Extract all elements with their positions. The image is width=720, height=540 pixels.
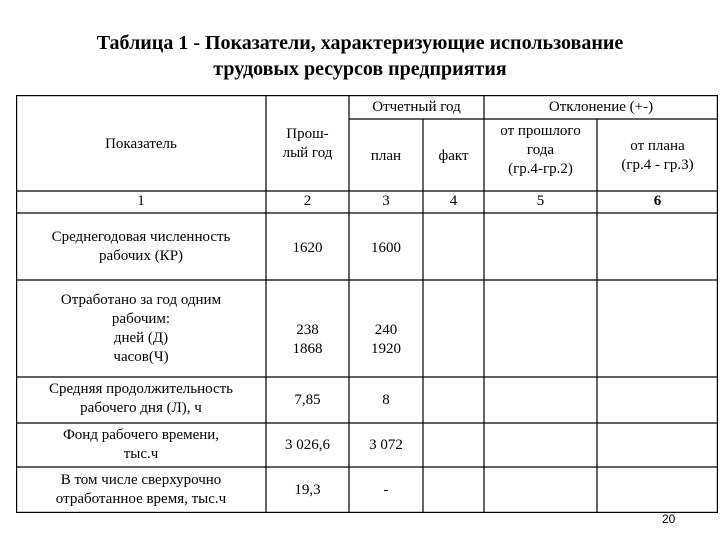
header-dev-prev-line3: (гр.4-гр.2) (508, 161, 573, 177)
header-deviation: Отклонение (+-) (548, 99, 654, 115)
row-label-avg-workers (16, 228, 266, 266)
row-label-overtime (16, 471, 266, 509)
header-prev-year (266, 125, 349, 163)
header-indicator: Показатель (105, 136, 177, 152)
col-number-3: 3 (382, 193, 390, 209)
col-number-5: 5 (536, 193, 545, 209)
row-label-line: часов(Ч) (113, 349, 169, 365)
header-report-year: Отчетный год (372, 99, 461, 115)
row-label-line: Средняя продолжительность (48, 381, 234, 397)
page-number: 20 (662, 512, 676, 526)
row-overtime-prev: 19,3 (294, 482, 321, 498)
row-label-line: Фонд рабочего времени, (62, 427, 220, 443)
header-prev-year-line1: Прош- (286, 126, 329, 142)
table-title (0, 30, 720, 82)
row-day-length-prev: 7,85 (294, 392, 321, 408)
row-worked-plan (349, 321, 423, 359)
row-label-worked-per-worker (16, 291, 266, 367)
row-label-line: Отработано за год одним (60, 292, 222, 308)
row-label-line: Среднегодовая численность (51, 229, 231, 245)
col-number-1: 1 (137, 193, 145, 209)
row-day-length-plan: 8 (382, 392, 390, 408)
row-worked-prev-days: 238 (296, 322, 319, 338)
row-worked-plan-days: 240 (374, 322, 398, 338)
header-dev-plan (597, 137, 718, 175)
row-avg-workers-prev: 1620 (292, 240, 323, 256)
row-label-line: рабочих (КР) (98, 248, 184, 264)
header-dev-plan-line1: от плана (630, 138, 685, 154)
row-worked-prev-hours: 1868 (292, 341, 323, 357)
table-title-line1: Таблица 1 - Показатели, характеризующие использование (96, 32, 624, 54)
row-label-line: дней (Д) (113, 330, 169, 346)
row-label-line: рабочего дня (Л), ч (80, 400, 202, 416)
row-worked-plan-hours: 1920 (371, 341, 401, 357)
row-label-line: тыс.ч (123, 446, 159, 462)
indicators-table (16, 95, 718, 513)
col-number-2: 2 (303, 193, 312, 209)
header-plan: план (370, 148, 402, 164)
row-worked-prev (266, 321, 349, 359)
row-label-line: рабочим: (111, 311, 171, 327)
row-avg-workers-plan: 1600 (371, 240, 401, 256)
col-number-4: 4 (449, 193, 458, 209)
col-number-6: 6 (653, 193, 662, 209)
row-label-line: В том числе сверхурочно (60, 472, 222, 488)
header-dev-prev-year (484, 122, 597, 179)
row-fund-plan: 3 072 (369, 437, 403, 453)
row-label-line: отработанное время, тыс.ч (55, 491, 227, 507)
header-dev-prev-line2: года (526, 142, 555, 158)
table-title-line2: трудовых ресурсов предприятия (213, 58, 507, 80)
row-overtime-plan: - (383, 482, 389, 498)
header-fact: факт (438, 148, 469, 164)
row-fund-prev: 3 026,6 (285, 437, 330, 453)
header-dev-plan-line2: (гр.4 - гр.3) (621, 157, 694, 173)
row-label-work-time-fund (16, 426, 266, 464)
header-dev-prev-line1: от прошлого (500, 123, 581, 139)
header-prev-year-line2: лый год (282, 145, 333, 161)
row-label-avg-day-length (16, 380, 266, 418)
